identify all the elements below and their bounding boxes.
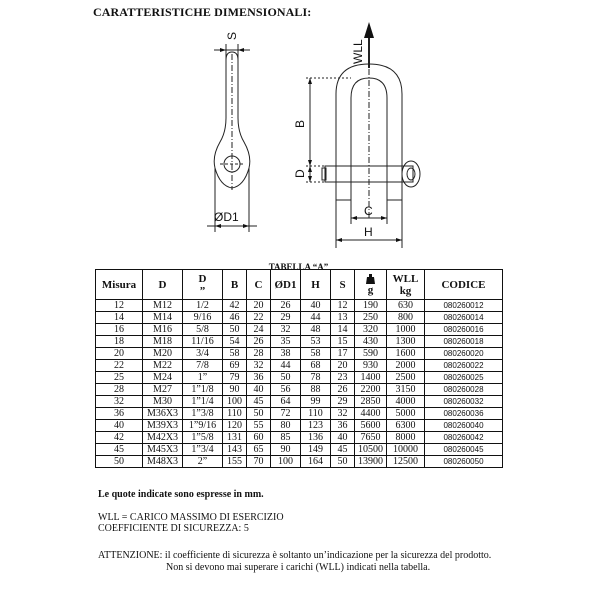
dim-label-h: H — [364, 225, 373, 239]
cell-codice: 080260018 — [425, 336, 503, 348]
cell-codice: 080260016 — [425, 324, 503, 336]
table-row — [96, 372, 503, 384]
header-c: C — [247, 270, 271, 300]
cell-d: M39X3 — [143, 420, 183, 432]
cell-s: 14 — [331, 324, 355, 336]
shackle-front-view — [306, 36, 420, 248]
dim-label-d1: ØD1 — [214, 210, 239, 224]
cell-wll: 12500 — [387, 456, 425, 468]
cell-g: 2850 — [355, 396, 387, 408]
header-d: D — [143, 270, 183, 300]
cell-g: 1400 — [355, 372, 387, 384]
table-row — [96, 360, 503, 372]
cell-h: 136 — [301, 432, 331, 444]
cell-d: M45X3 — [143, 444, 183, 456]
cell-wll: 630 — [387, 300, 425, 312]
cell-codice: 080260022 — [425, 360, 503, 372]
cell-h: 123 — [301, 420, 331, 432]
table-row — [96, 384, 503, 396]
cell-d-inch: 9/16 — [183, 312, 223, 324]
table-header-row — [96, 270, 503, 300]
cell-d-inch: 3/4 — [183, 348, 223, 360]
cell-b: 79 — [223, 372, 247, 384]
cell-wll: 1300 — [387, 336, 425, 348]
cell-g: 190 — [355, 300, 387, 312]
table-row — [96, 312, 503, 324]
cell-d-inch: 1”1/4 — [183, 396, 223, 408]
cell-h: 44 — [301, 312, 331, 324]
cell-c: 28 — [247, 348, 271, 360]
cell-c: 60 — [247, 432, 271, 444]
cell-g: 2200 — [355, 384, 387, 396]
cell-misura: 12 — [96, 300, 143, 312]
table-row — [96, 324, 503, 336]
cell-d: M14 — [143, 312, 183, 324]
cell-b: 42 — [223, 300, 247, 312]
cell-d1: 50 — [271, 372, 301, 384]
cell-d1: 26 — [271, 300, 301, 312]
cell-g: 7650 — [355, 432, 387, 444]
cell-c: 20 — [247, 300, 271, 312]
dim-label-b: B — [293, 119, 307, 128]
cell-g: 430 — [355, 336, 387, 348]
cell-h: 110 — [301, 408, 331, 420]
cell-misura: 18 — [96, 336, 143, 348]
dim-label-c: C — [364, 204, 373, 218]
table-row — [96, 348, 503, 360]
cell-d1: 35 — [271, 336, 301, 348]
warning-line-1: ATTENZIONE: il coefficiente di sicurezza è soltanto un’indicazione per la sicurezza del prodotto. — [98, 550, 492, 561]
cell-d1: 44 — [271, 360, 301, 372]
cell-c: 32 — [247, 360, 271, 372]
shackle-side-view — [207, 44, 257, 232]
header-s: S — [331, 270, 355, 300]
cell-s: 13 — [331, 312, 355, 324]
cell-wll: 4000 — [387, 396, 425, 408]
cell-c: 36 — [247, 372, 271, 384]
cell-wll: 6300 — [387, 420, 425, 432]
table-row — [96, 300, 503, 312]
table-body — [96, 300, 503, 468]
cell-misura: 20 — [96, 348, 143, 360]
cell-g: 320 — [355, 324, 387, 336]
header-weight: g — [355, 270, 387, 300]
cell-wll: 3150 — [387, 384, 425, 396]
cell-d-inch: 1”1/8 — [183, 384, 223, 396]
cell-g: 13900 — [355, 456, 387, 468]
cell-s: 32 — [331, 408, 355, 420]
cell-s: 29 — [331, 396, 355, 408]
cell-d-inch: 1/2 — [183, 300, 223, 312]
section-heading: CARATTERISTICHE DIMENSIONALI: — [93, 5, 312, 19]
table-row — [96, 444, 503, 456]
warning-line-2: Non si devono mai superare i carichi (WLL) indicati nella tabella. — [166, 562, 431, 573]
table-row — [96, 420, 503, 432]
cell-h: 164 — [301, 456, 331, 468]
units-note: Le quote indicate sono espresse in mm. — [98, 489, 264, 500]
cell-d-inch: 1”5/8 — [183, 432, 223, 444]
cell-d1: 100 — [271, 456, 301, 468]
cell-b: 131 — [223, 432, 247, 444]
cell-g: 250 — [355, 312, 387, 324]
cell-d1: 80 — [271, 420, 301, 432]
table-row — [96, 336, 503, 348]
cell-b: 90 — [223, 384, 247, 396]
cell-b: 69 — [223, 360, 247, 372]
cell-codice: 080260050 — [425, 456, 503, 468]
dim-label-d: D — [293, 169, 307, 178]
cell-d: M18 — [143, 336, 183, 348]
cell-codice: 080260032 — [425, 396, 503, 408]
cell-h: 53 — [301, 336, 331, 348]
cell-c: 26 — [247, 336, 271, 348]
safety-factor: COEFFICIENTE DI SICUREZZA: 5 — [98, 523, 249, 534]
cell-wll: 2500 — [387, 372, 425, 384]
cell-d: M27 — [143, 384, 183, 396]
cell-s: 45 — [331, 444, 355, 456]
cell-g: 10500 — [355, 444, 387, 456]
cell-b: 143 — [223, 444, 247, 456]
cell-wll: 8000 — [387, 432, 425, 444]
table-row — [96, 456, 503, 468]
cell-codice: 080260040 — [425, 420, 503, 432]
cell-s: 50 — [331, 456, 355, 468]
cell-d-inch: 11/16 — [183, 336, 223, 348]
cell-s: 36 — [331, 420, 355, 432]
cell-b: 46 — [223, 312, 247, 324]
cell-wll: 1000 — [387, 324, 425, 336]
cell-d-inch: 1” — [183, 372, 223, 384]
cell-d1: 38 — [271, 348, 301, 360]
cell-d-inch: 1”3/8 — [183, 408, 223, 420]
cell-wll: 2000 — [387, 360, 425, 372]
cell-b: 50 — [223, 324, 247, 336]
cell-misura: 45 — [96, 444, 143, 456]
load-arrow-head — [364, 22, 374, 38]
cell-wll: 1600 — [387, 348, 425, 360]
cell-codice: 080260012 — [425, 300, 503, 312]
cell-codice: 080260028 — [425, 384, 503, 396]
cell-h: 58 — [301, 348, 331, 360]
cell-d1: 56 — [271, 384, 301, 396]
cell-b: 58 — [223, 348, 247, 360]
cell-d: M22 — [143, 360, 183, 372]
cell-codice: 080260042 — [425, 432, 503, 444]
cell-s: 23 — [331, 372, 355, 384]
cell-b: 54 — [223, 336, 247, 348]
cell-c: 24 — [247, 324, 271, 336]
header-h: H — [301, 270, 331, 300]
table-row — [96, 396, 503, 408]
cell-d1: 90 — [271, 444, 301, 456]
cell-d: M30 — [143, 396, 183, 408]
cell-d1: 72 — [271, 408, 301, 420]
cell-b: 110 — [223, 408, 247, 420]
cell-d: M20 — [143, 348, 183, 360]
header-misura: Misura — [96, 270, 143, 300]
dim-label-s: S — [225, 31, 239, 40]
cell-codice: 080260025 — [425, 372, 503, 384]
cell-s: 20 — [331, 360, 355, 372]
cell-wll: 10000 — [387, 444, 425, 456]
shackle-drawing — [0, 0, 600, 262]
cell-s: 17 — [331, 348, 355, 360]
wll-legend: WLL = CARICO MASSIMO DI ESERCIZIO — [98, 512, 284, 523]
cell-d-inch: 7/8 — [183, 360, 223, 372]
header-b: B — [223, 270, 247, 300]
cell-misura: 28 — [96, 384, 143, 396]
cell-b: 155 — [223, 456, 247, 468]
cell-h: 78 — [301, 372, 331, 384]
cell-h: 99 — [301, 396, 331, 408]
cell-s: 26 — [331, 384, 355, 396]
cell-h: 149 — [301, 444, 331, 456]
cell-misura: 22 — [96, 360, 143, 372]
header-wll: WLL kg — [387, 270, 425, 300]
header-codice: CODICE — [425, 270, 503, 300]
cell-h: 88 — [301, 384, 331, 396]
cell-d-inch: 1”9/16 — [183, 420, 223, 432]
weight-icon — [365, 274, 376, 284]
cell-g: 930 — [355, 360, 387, 372]
cell-misura: 42 — [96, 432, 143, 444]
cell-misura: 50 — [96, 456, 143, 468]
cell-misura: 36 — [96, 408, 143, 420]
cell-d: M16 — [143, 324, 183, 336]
cell-misura: 16 — [96, 324, 143, 336]
cell-s: 12 — [331, 300, 355, 312]
table-title: TABELLA “A” — [268, 262, 329, 272]
cell-d1: 85 — [271, 432, 301, 444]
table-row — [96, 432, 503, 444]
cell-misura: 14 — [96, 312, 143, 324]
cell-wll: 5000 — [387, 408, 425, 420]
cell-h: 40 — [301, 300, 331, 312]
cell-s: 15 — [331, 336, 355, 348]
header-d1: ØD1 — [271, 270, 301, 300]
cell-d1: 64 — [271, 396, 301, 408]
cell-h: 68 — [301, 360, 331, 372]
cell-c: 22 — [247, 312, 271, 324]
wll-arrow-label: WLL — [351, 39, 365, 64]
cell-misura: 40 — [96, 420, 143, 432]
cell-d: M36X3 — [143, 408, 183, 420]
cell-b: 100 — [223, 396, 247, 408]
cell-d: M24 — [143, 372, 183, 384]
cell-s: 40 — [331, 432, 355, 444]
dimensions-table — [95, 269, 503, 468]
cell-c: 70 — [247, 456, 271, 468]
cell-g: 590 — [355, 348, 387, 360]
cell-codice: 080260014 — [425, 312, 503, 324]
cell-b: 120 — [223, 420, 247, 432]
cell-g: 5600 — [355, 420, 387, 432]
cell-codice: 080260045 — [425, 444, 503, 456]
cell-g: 4400 — [355, 408, 387, 420]
cell-d1: 32 — [271, 324, 301, 336]
cell-d: M48X3 — [143, 456, 183, 468]
cell-c: 45 — [247, 396, 271, 408]
cell-c: 65 — [247, 444, 271, 456]
cell-d-inch: 5/8 — [183, 324, 223, 336]
table-row — [96, 408, 503, 420]
cell-d: M42X3 — [143, 432, 183, 444]
cell-misura: 32 — [96, 396, 143, 408]
cell-d1: 29 — [271, 312, 301, 324]
cell-c: 40 — [247, 384, 271, 396]
cell-d-inch: 2” — [183, 456, 223, 468]
cell-codice: 080260036 — [425, 408, 503, 420]
cell-codice: 080260020 — [425, 348, 503, 360]
cell-c: 50 — [247, 408, 271, 420]
cell-d: M12 — [143, 300, 183, 312]
cell-d-inch: 1”3/4 — [183, 444, 223, 456]
cell-misura: 25 — [96, 372, 143, 384]
header-d-inch: D ” — [183, 270, 223, 300]
cell-wll: 800 — [387, 312, 425, 324]
cell-h: 48 — [301, 324, 331, 336]
cell-c: 55 — [247, 420, 271, 432]
